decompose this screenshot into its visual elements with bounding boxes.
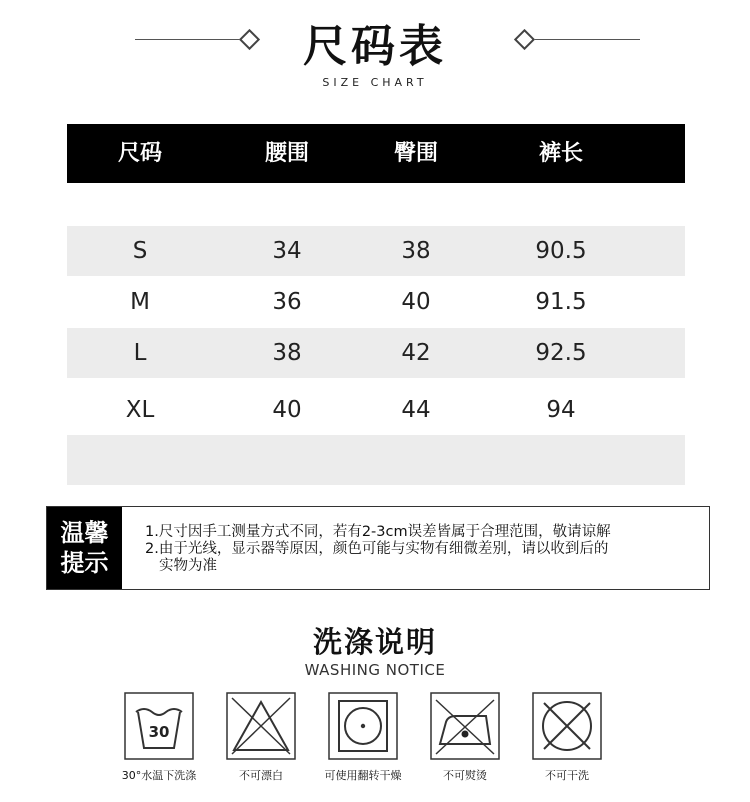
cell-waist: 36 (272, 289, 302, 315)
cell-size: S (132, 238, 148, 264)
no-dry-clean-icon (532, 692, 602, 760)
warm-tips-label-line1: 温馨 (60, 519, 109, 547)
divider-line-right (535, 39, 640, 40)
washing-label: 不可干洗 (545, 769, 589, 782)
wash-30-icon (124, 692, 194, 760)
cell-length: 94 (546, 397, 576, 423)
cell-hip: 38 (401, 238, 431, 264)
table-row (67, 385, 685, 435)
tip-line-3: 实物为准 (159, 558, 217, 574)
warm-tips-text (145, 524, 705, 575)
warm-tips-label (47, 507, 122, 589)
cell-hip: 42 (401, 340, 431, 366)
washing-label: 30°水温下洗涤 (121, 769, 197, 782)
page-subtitle: SIZE CHART (322, 76, 428, 89)
tip-line-2: 2.由于光线，显示器等原因，颜色可能与实物有细微差别，请以收到后的 (145, 541, 609, 557)
cell-size: M (130, 289, 150, 315)
tumble-dry-icon (328, 692, 398, 760)
column-header-waist: 腰围 (264, 141, 309, 166)
table-row-empty (67, 435, 685, 485)
size-chart-header (0, 0, 750, 100)
washing-subtitle: WASHING NOTICE (304, 661, 446, 679)
washing-label: 可使用翻转干燥 (324, 769, 402, 782)
cell-size: XL (125, 397, 155, 423)
washing-item (313, 692, 413, 782)
cell-length: 90.5 (535, 238, 587, 264)
washing-title: 洗涤说明 (312, 625, 437, 659)
cell-length: 91.5 (535, 289, 587, 315)
washing-label: 不可熨烫 (443, 769, 487, 782)
column-header-length: 裤长 (538, 141, 583, 166)
cell-size: L (133, 340, 147, 366)
table-row (67, 328, 685, 378)
washing-item (517, 692, 617, 782)
table-row (67, 226, 685, 276)
cell-length: 92.5 (535, 340, 587, 366)
cell-hip: 44 (401, 397, 431, 423)
warm-tips-box (46, 506, 710, 590)
no-bleach-icon (226, 692, 296, 760)
page-title: 尺码表 (303, 21, 447, 72)
washing-item (415, 692, 515, 782)
washing-item (211, 692, 311, 782)
column-header-size: 尺码 (117, 141, 162, 166)
table-row (67, 277, 685, 327)
warm-tips-label-line2: 提示 (60, 549, 109, 577)
washing-label: 不可漂白 (239, 769, 283, 782)
cell-waist: 38 (272, 340, 302, 366)
cell-waist: 40 (272, 397, 302, 423)
size-table (67, 124, 685, 423)
tip-line-1: 1.尺寸因手工测量方式不同，若有2-3cm误差皆属于合理范围，敬请谅解 (145, 524, 611, 540)
cell-hip: 40 (401, 289, 431, 315)
wash-temperature: 30 (148, 723, 170, 741)
column-header-hip: 臀围 (393, 141, 438, 166)
no-iron-icon (430, 692, 500, 760)
washing-item (109, 692, 209, 782)
table-header (67, 124, 685, 183)
cell-waist: 34 (272, 238, 302, 264)
